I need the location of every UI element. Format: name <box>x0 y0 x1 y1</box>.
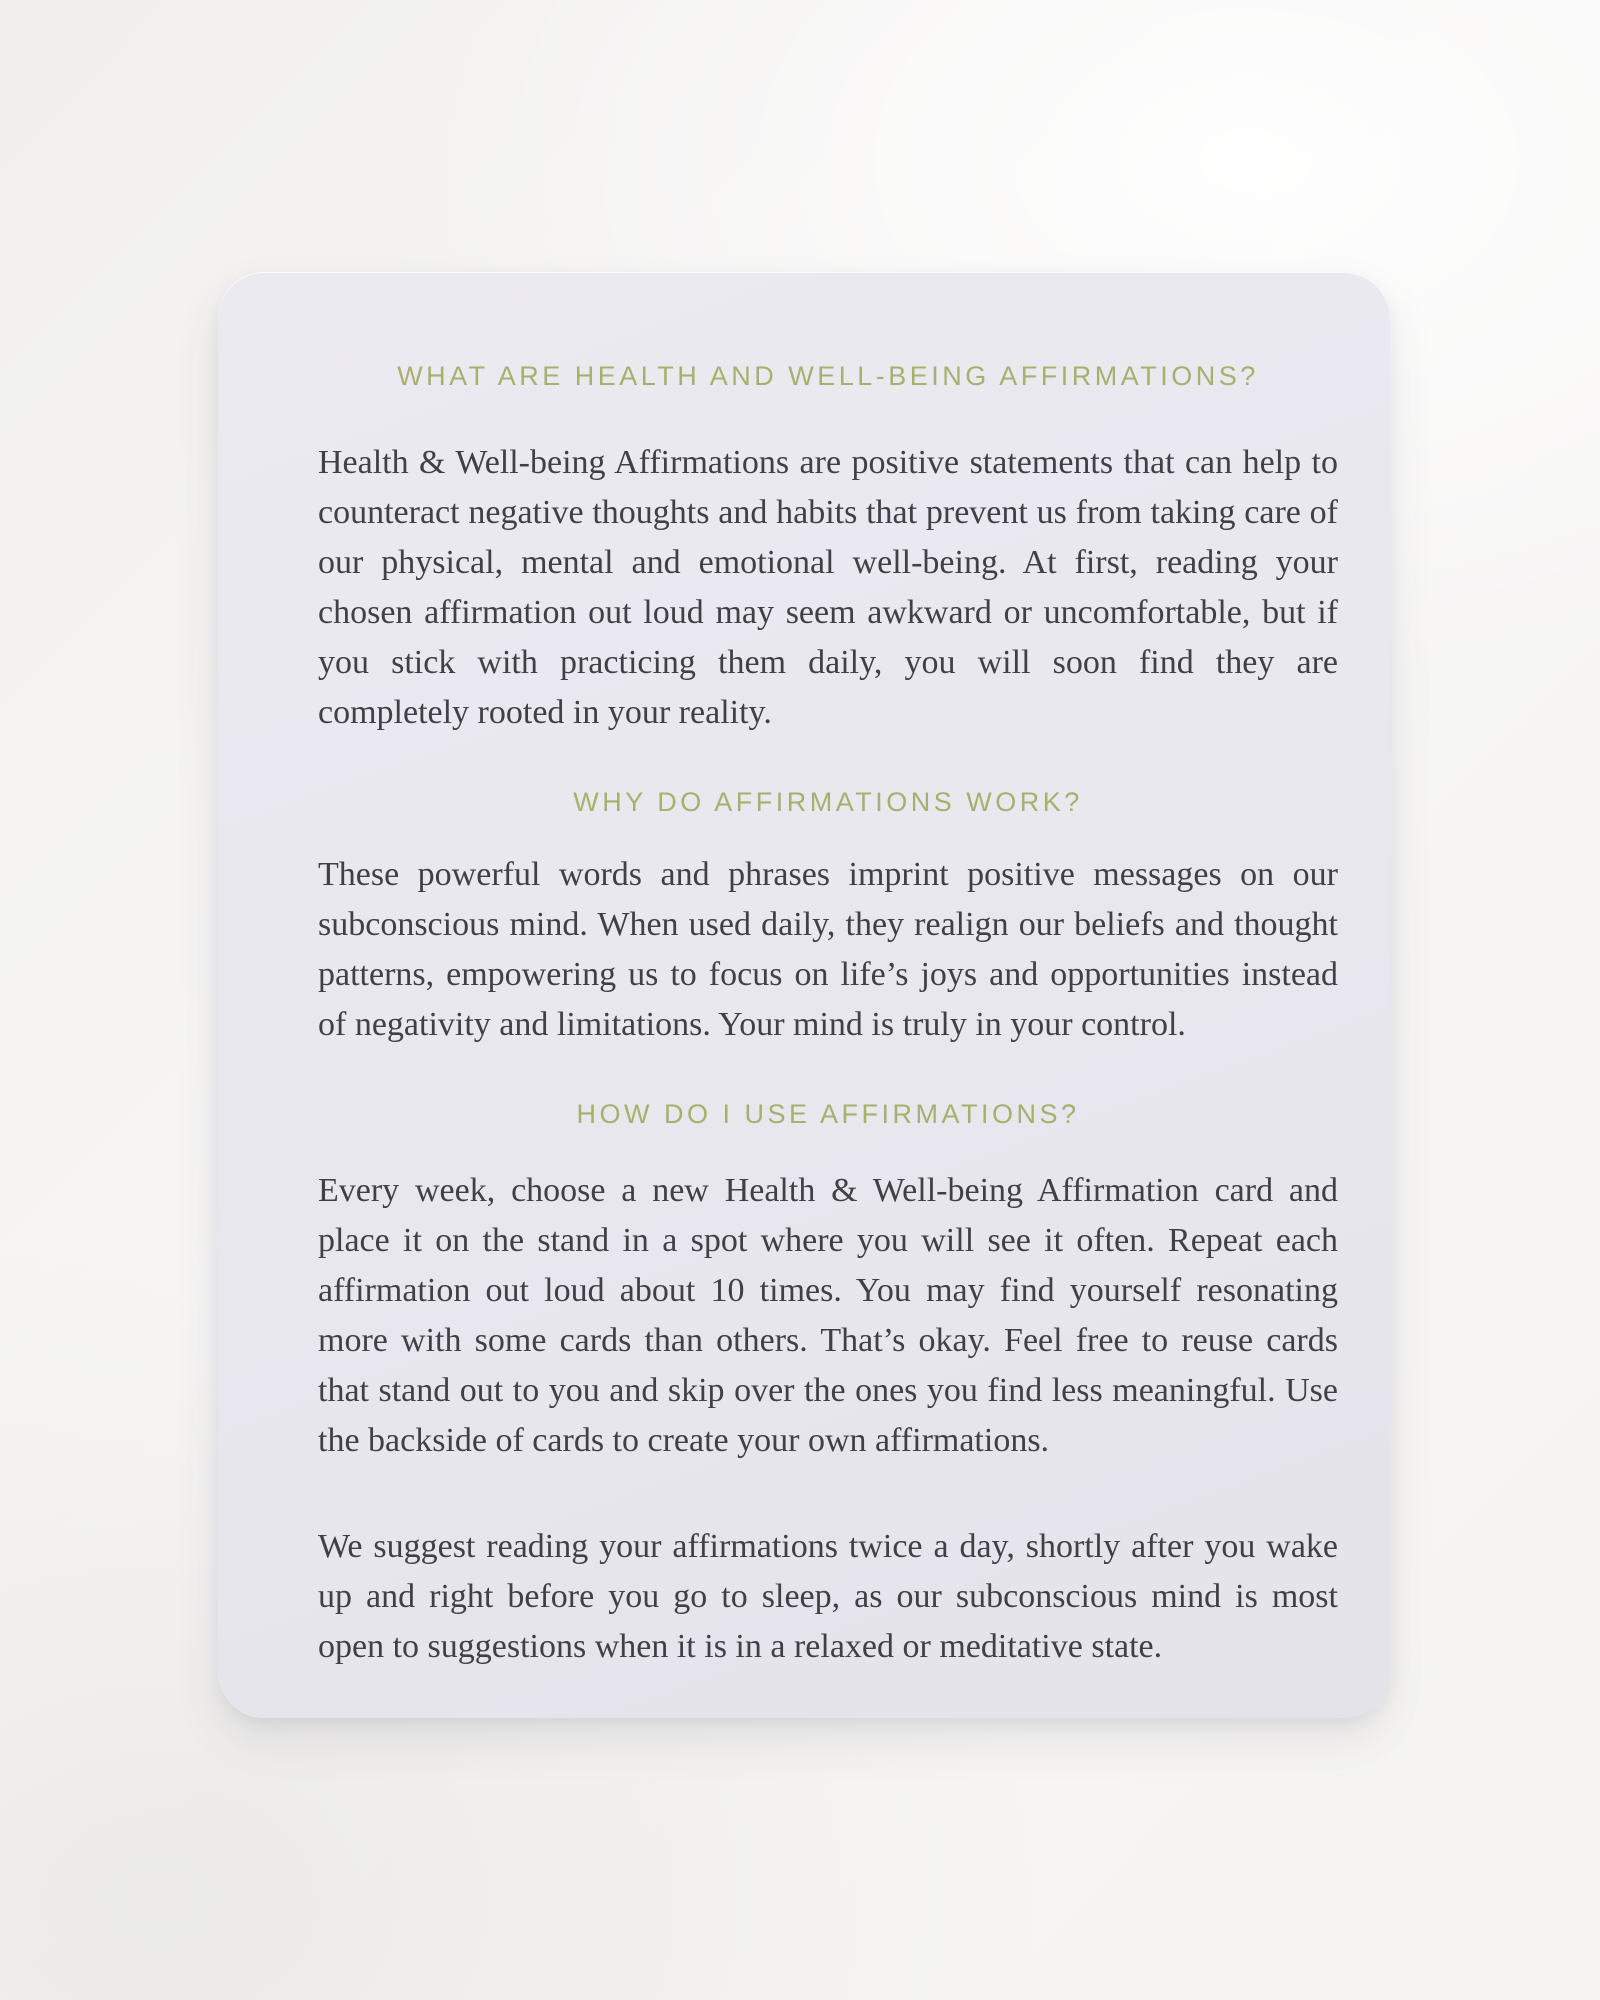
paragraph-what-are-affirmations: Health & Well-being Affirmations are positive statements that can help to counteract negative thoughts and habits that prevent us from taking care of our physical, mental and emotional well-being. At first, reading your chosen affirmation out loud may seem awkward or uncomfortable, but if you stick with practicing them daily, you will soon find they are completely rooted in your reality. <box>318 444 1338 731</box>
paragraph-how-to-use-affirmations: Every week, choose a new Health & Well-being Affirmation card and place it on the stand in a spot where you will see it often. Repeat each affirmation out loud about 10 times. You may find yourself resonating more with some cards than others. That’s okay. Feel free to reuse cards that stand out to you and skip over the ones you find less meaningful. Use the backside of cards to create your own affirmations. <box>318 1172 1338 1459</box>
instruction-card <box>218 272 1390 1718</box>
section-heading-why-do-affirmations-work: WHY DO AFFIRMATIONS WORK? <box>573 787 1083 817</box>
paragraph-why-do-affirmations-work: These powerful words and phrases imprint positive messages on our subconscious mind. When used daily, they realign our beliefs and thought patterns, empowering us to focus on life’s joys and opportunities instead of negativity and limitations. Your mind is truly in your control. <box>318 856 1338 1043</box>
section-heading-what-are-affirmations: WHAT ARE HEALTH AND WELL-BEING AFFIRMATIONS? <box>397 361 1259 391</box>
paragraph-reading-suggestion: We suggest reading your affirmations twice a day, shortly after you wake up and right before you go to sleep, as our subconscious mind is most open to suggestions when it is in a relaxed or meditative state. <box>318 1528 1338 1665</box>
section-heading-how-do-i-use-affirmations: HOW DO I USE AFFIRMATIONS? <box>576 1099 1080 1129</box>
